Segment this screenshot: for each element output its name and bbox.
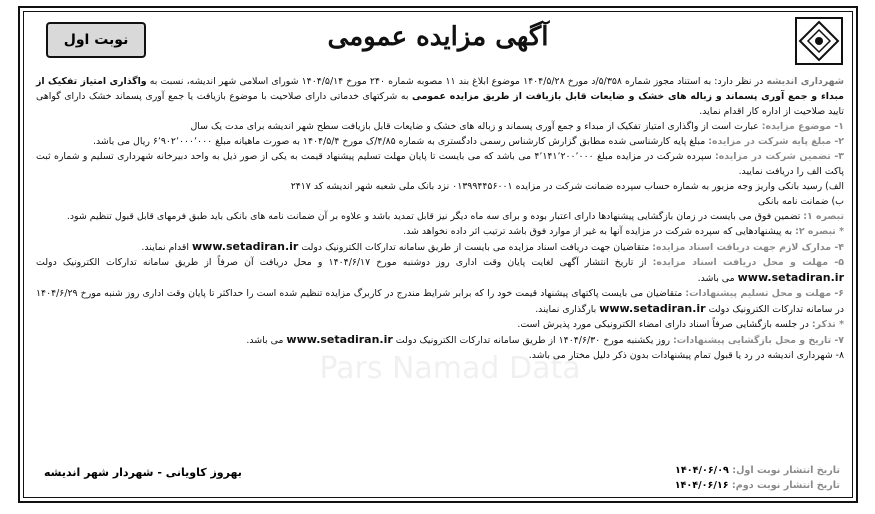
item-2 (36, 134, 844, 149)
item-text-tail: بارگذاری نمایند. (535, 304, 600, 315)
item-label: ۶- مهلت و محل تسلیم پیشنهادات: (685, 288, 844, 299)
item-text-tail: می باشد. (246, 335, 287, 346)
item-text-tail: می باشد. (697, 273, 738, 284)
note-2 (36, 224, 844, 239)
date-label: تاریخ انتشار نوبت اول: (732, 465, 840, 476)
note-text: در جلسه بازگشایی صرفاً اسناد دارای امضاء الکترونیکی مورد پذیرش است. (517, 319, 812, 330)
item-text: روز یکشنبه مورخ ۱۴۰۴/۶/۳۰ از طریق سامانه تدارکات الکترونیک دولت (392, 335, 673, 346)
item-text: متقاضیان می بایست پاکتهای پیشنهاد قیمت خود را که برابر شرایط مندرج در کاربرگ مزایده تنظیم شده است را حداکثر تا پایان وقت اداری روز شنبه مورخ ۱۴۰۴/۶/۲۹ در سامانه تدارکات الکترونیک دولت (36, 288, 844, 315)
website-link[interactable]: www.setadiran.ir (599, 302, 706, 315)
notice-body (36, 74, 844, 363)
item-3 (36, 149, 844, 179)
website-link[interactable]: www.setadiran.ir (737, 271, 844, 284)
note-text: تضمین فوق می بایست در زمان بازگشایی پیشنهادها دارای اعتبار بوده و برای سه ماه دیگر نیز قابل تمدید باشد و علاوه بر آن ضمانت نامه های بانکی باید طبق فرمهای قابل قبول تنظیم شود. (66, 211, 804, 222)
svg-text:Pars Namad Data: Pars Namad Data (319, 351, 581, 386)
item-label: ۴- مدارک لازم جهت دریافت اسناد مزایده: (652, 242, 844, 253)
intro-paragraph (36, 74, 844, 119)
publication-dates (675, 463, 840, 493)
org-name: شهرداری اندیشه (766, 76, 844, 87)
item-text: از تاریخ انتشار آگهی لغایت پایان وقت اداری روز دوشنبه مورخ ۱۴۰۴/۶/۱۷ و محل دریافت آن صرفاً از طریق سامانه تدارکات الکترونیک دولت (36, 257, 653, 268)
intro-text-tail: به شرکتهای خدماتی دارای صلاحیت با موضوع بازیافت یا جمع آوری پسماند خشک دارای گواهی تایید صلاحیت از اداره کار اقدام نماید. (36, 91, 844, 117)
item-text: عبارت است از واگذاری امتیاز تفکیک از مبداء و جمع آوری پسماند و زباله های خشک و ضایعات قابل بازیافت سطح شهر اندیشه برای مدت یک سال (190, 121, 762, 132)
item-5 (36, 255, 844, 286)
item-1 (36, 119, 844, 134)
date-second (675, 478, 840, 493)
note-1 (36, 209, 844, 224)
date-value: ۱۴۰۴/۰۶/۰۹ (675, 465, 729, 476)
note-label: تبصره ۱: (803, 211, 844, 222)
intro-subject: واگذاری امتیاز تفکیک از مبداء و جمع آوری پسماند و زباله های خشک و ضایعات قابل بازیافت از طریق مزایده عمومی (36, 76, 844, 102)
sub-item-b: ب) ضمانت نامه بانکی (757, 196, 844, 207)
date-label: تاریخ انتشار نوبت دوم: (731, 480, 840, 491)
signer-name: بهروز کاویانی - شهردار شهر اندیشه (44, 466, 242, 479)
note-label: * تذکر: (811, 319, 844, 330)
website-link[interactable]: www.setadiran.ir (286, 333, 393, 346)
item-label: ۵- مهلت و محل دریافت اسناد مزایده: (652, 257, 845, 268)
intro-text: در نظر دارد: به استناد مجوز شماره ۵/۳۵۸/د مورخ ۱۴۰۴/۵/۲۸ موضوع ابلاغ بند ۱۱ مصوبه شماره ۲۴۰ مورخ ۱۴۰۴/۵/۱۴ شورای اسلامی شهر اندیشه، نسبت به (146, 76, 767, 87)
item-text: متقاضیان جهت دریافت اسناد مزایده می بایست از طریق سامانه تدارکات الکترونیک دولت (298, 242, 653, 253)
item-label: ۲- مبلغ پایه شرکت در مزایده: (708, 136, 844, 147)
date-value: ۱۴۰۴/۰۶/۱۶ (674, 480, 729, 491)
note-3 (36, 317, 844, 332)
publication-round-badge: نوبت اول (46, 22, 146, 58)
item-6 (36, 286, 844, 317)
item-8: ۸- شهرداری اندیشه در رد یا قبول تمام پیشنهادات بدون ذکر دلیل مختار می باشد. (528, 350, 844, 361)
item-text: سپرده شرکت در مزایده مبلغ ۴٬۱۴۱٬۲۰۰٬۰۰۰ می باشد که می بایست تا پایان مهلت تسلیم پیشنهاد قیمت به یکی از صور ذیل به واحد دبیرخانه شهرداری تسلیم و شماره ثبت پاکت الف را دریافت نمایید. (36, 151, 844, 177)
item-label: ۱- موضوع مزایده: (761, 121, 844, 132)
item-7 (36, 332, 844, 348)
item-label: ۷- تاریخ و محل بازگشایی پیشنهادات: (673, 335, 844, 346)
item-text: مبلغ پایه کارشناسی شده مطابق گزارش کارشناس رسمی دادگستری به شماره ۴/۸۵/ک مورخ ۱۴۰۴/۵/۴ به صورت ماهیانه مبلغ ۶٬۹۰۲٬۰۰۰٬۰۰۰ ریال می باشد. (93, 136, 709, 147)
date-first (675, 463, 840, 478)
note-label: * تبصره ۲: (795, 226, 844, 237)
item-text-tail: اقدام نمایند. (141, 242, 192, 253)
notice-frame (18, 6, 858, 503)
item-label: ۳- تضمین شرکت در مزایده: (715, 151, 844, 162)
website-link[interactable]: www.setadiran.ir (192, 240, 299, 253)
item-4 (36, 239, 844, 255)
note-text: به پیشنهادهایی که سپرده شرکت در مزایده آنها به غیر از موارد فوق باشد ترتیب اثر داده نخواهد شد. (403, 226, 796, 237)
sub-item-a: الف) رسید بانکی واریز وجه مزبور به شماره حساب سپرده ضمانت شرکت در مزایده ۰۱۳۹۹۴۴۵۶۰۰۱ نزد بانک ملی شعبه شهر اندیشه کد ۲۴۱۷ (290, 181, 844, 192)
notice-title: آگهی مزایده عمومی (327, 22, 549, 52)
